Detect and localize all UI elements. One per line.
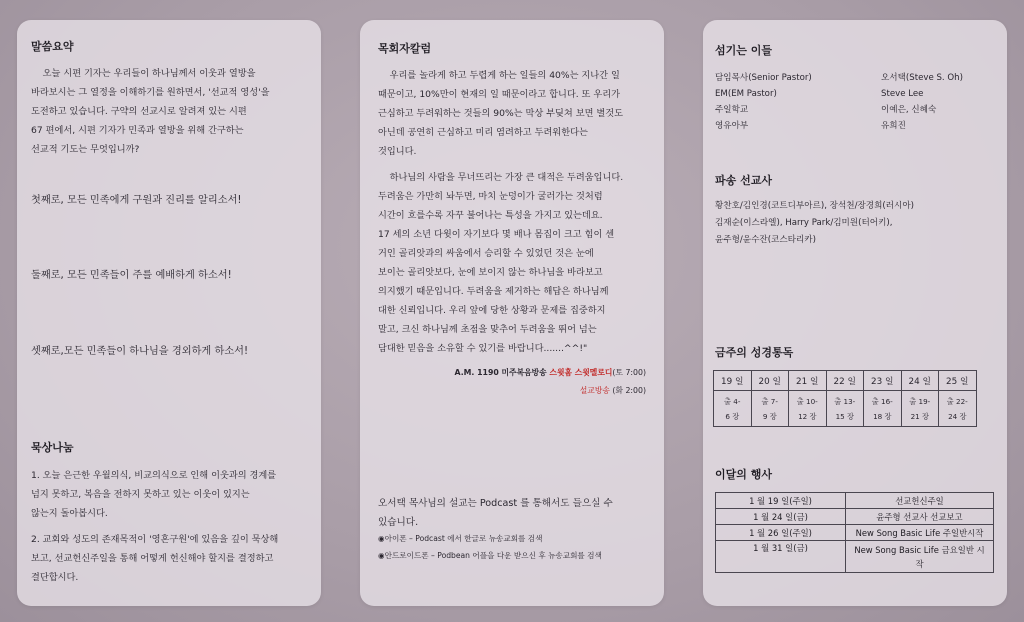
meditation-item-1 [31,466,313,523]
column-line: 보이는 골리앗보다, 눈에 보이지 않는 하나님을 바라보고 [378,267,603,278]
staff-role: 담임목사(Senior Pastor) [715,73,812,83]
bible-day: 22 일 [826,371,864,391]
podcast-line: 있습니다. [378,517,419,528]
column-line: 하나님의 사람을 무너뜨리는 가장 큰 대적은 두려움입니다. [378,172,624,183]
bible-day: 25 일 [939,371,977,391]
events-table [715,492,994,573]
bible-reading-cell [751,391,789,427]
event-date: 1 월 19 일(주일) [716,493,846,509]
events-title: 이달의 행사 [715,468,772,481]
bible-day: 21 일 [789,371,827,391]
reading-part: 출 4- [724,396,741,406]
sermon-intro-line: 바라보시는 그 열정을 이해하기를 원하면서, '선교적 영성'을 [31,87,270,98]
sermon-intro-line: 오늘 시편 기자는 우리들이 하나님께서 이웃과 열방을 [31,68,256,79]
column-paragraph-1 [378,66,652,161]
bible-reading-table [713,370,977,427]
missionaries-line: 윤주형/윤수잔(코스타리카) [715,235,816,245]
column-line: 17 세의 소년 다윗이 자기보다 몇 배나 몸집이 크고 힘이 센 [378,229,615,240]
bible-day: 24 일 [901,371,939,391]
church-info-panel [703,20,1007,606]
column-line: 두려움은 가만히 놔두면, 마치 눈덩이가 굴러가는 것처럼 [378,191,603,202]
staff-name: 이예은, 신혜숙 [881,105,937,115]
sermon-intro-line: 67 편에서, 시편 기자가 민족과 열방을 위해 간구하는 [31,125,244,136]
event-date: 1 월 26 일(주일) [716,525,846,541]
meditation-item-2 [31,530,313,587]
podcast-notice [378,494,654,532]
bible-reading-cell [826,391,864,427]
reading-part: 출 16- [871,396,893,406]
reading-part: 출 10- [796,396,818,406]
staff-role: 주일학교 [715,105,749,115]
bible-reading-cell [789,391,827,427]
column-line: 말고, 크신 하나님께 초점을 맞추어 두려움을 뛰어 넘는 [378,324,597,335]
reading-part: 18 장 [873,411,892,421]
column-line: 담대한 믿음을 소유할 수 있기를 바랍니다.......^^!" [378,343,588,354]
meditation-line: 1. 오늘 은근한 우월의식, 비교의식으로 인해 이웃과의 경계를 [31,470,277,481]
reading-part: 6 장 [725,411,740,421]
column-line: 시간이 흐를수록 자꾸 불어나는 특성을 가지고 있는데요. [378,210,603,221]
missionaries-line: 김재순(이스라엘), Harry Park/김미원(터어키), [715,218,893,228]
event-name: 선교헌신주일 [846,493,994,509]
radio-station: A.M. 1190 미주복음방송 [454,368,547,377]
event-date: 1 월 31 일(금) [716,541,846,573]
bible-day: 19 일 [714,371,752,391]
column-line: 의지했기 때문입니다. 두려움을 제거하는 해답은 하나님께 [378,286,609,297]
column-line: 거인 골리앗과의 싸움에서 승리할 수 있었던 것은 눈에 [378,248,594,259]
event-row [716,509,994,525]
reading-part: 12 장 [798,411,817,421]
meditation-line: 보고, 선교헌신주일을 통해 어떻게 헌신해야 할지를 결정하고 [31,553,274,564]
sermon-intro [31,64,313,159]
bible-reading-title: 금주의 성경통독 [715,346,794,359]
reading-part: 출 13- [834,396,856,406]
sermon-summary-title: 말씀요약 [31,40,74,53]
staff-name: Steve Lee [881,89,924,99]
sermon-intro-line: 도전하고 있습니다. 구약의 선교시로 알려져 있는 시편 [31,106,247,117]
staff-names [881,70,963,134]
column-line: 근심하고 두려워하는 것들의 90%는 막상 부딪쳐 보면 별것도 [378,108,623,119]
radio-broadcast-info [455,367,646,378]
bible-day: 20 일 [751,371,789,391]
bible-reading-cell [714,391,752,427]
sermon-point-2: 둘째로, 모든 민족들이 주를 예배하게 하소서! [31,270,232,281]
missionaries-list [715,198,995,249]
event-name: New Song Basic Life 주일반시작 [846,525,994,541]
bible-day: 23 일 [864,371,902,391]
servers-title: 섬기는 이들 [715,44,772,57]
reading-part: 15 장 [835,411,854,421]
podcast-line: 오서택 목사님의 설교는 Podcast 를 통해서도 들으실 수 [378,498,613,509]
column-line: 우리를 놀라게 하고 두렵게 하는 일들의 40%는 지나간 일 [378,70,620,81]
sermon-point-3: 셋째로,모든 민족들이 하나님을 경외하게 하소서! [31,346,249,357]
sermon-summary-panel [17,20,321,606]
column-paragraph-2 [378,168,652,358]
event-row [716,493,994,509]
sermon-intro-line: 선교적 기도는 무엇입니까? [31,144,140,155]
radio-program: 스윗홈 스윗멜로디 [549,368,613,377]
bible-days-row [714,371,977,391]
event-row [716,541,994,573]
column-line: 때문이고, 10%만이 현재의 일 때문이라고 합니다. 또 우리가 [378,89,620,100]
column-line: 아닌데 공연히 근심하고 미리 염려하고 두려워한다는 [378,127,588,138]
missionaries-line: 황찬호/김인경(코트디부아르), 장석천/장경희(러시아) [715,201,914,211]
meditation-line: 결단합시다. [31,572,79,583]
event-name: 윤주형 선교사 선교보고 [846,509,994,525]
meditation-line: 않는지 돌아봅시다. [31,508,108,519]
bible-readings-row [714,391,977,427]
sermon-point-1: 첫째로, 모든 민족에게 구원과 진리를 알리소서! [31,195,242,206]
reading-part: 9 장 [762,411,777,421]
iphone-podcast-instruction: ◉아이폰 – Podcast 에서 한글로 뉴송교회를 검색 [378,534,543,543]
sermon-broadcast-info [580,385,646,396]
pastor-column-title: 목회자칼럼 [378,42,432,55]
bible-reading-cell [901,391,939,427]
meditation-line: 2. 교회와 성도의 존재목적이 '영혼구원'에 있음을 깊이 묵상해 [31,534,279,545]
bible-reading-cell [864,391,902,427]
reading-part: 출 19- [909,396,931,406]
reading-part: 21 장 [910,411,929,421]
reading-part: 출 22- [946,396,968,406]
reading-part: 출 7- [761,396,778,406]
meditation-line: 넘지 못하고, 복음을 전하지 못하고 있는 이웃이 있지는 [31,489,250,500]
staff-name: 오서택(Steve S. Oh) [881,73,963,83]
staff-name: 유희진 [881,121,906,131]
android-podcast-instruction: ◉안드로이드폰 – Podbean 어플을 다운 받으신 후 뉴송교회를 검색 [378,551,602,560]
staff-role: 영유아부 [715,121,749,131]
radio-time: (토 7:00) [612,368,646,377]
staff-role: EM(EM Pastor) [715,89,777,99]
column-line: 것입니다. [378,146,417,157]
event-date: 1 월 24 일(금) [716,509,846,525]
bible-reading-cell [939,391,977,427]
staff-roles [715,70,812,134]
missionaries-title: 파송 선교사 [715,174,772,187]
meditation-title: 묵상나눔 [31,441,74,454]
event-row [716,525,994,541]
event-name: New Song Basic Life 금요일반 시작 [846,541,994,573]
column-line: 대한 신뢰입니다. 우리 앞에 당한 상황과 문제를 집중하지 [378,305,606,316]
sermon-broadcast-program: 설교방송 [579,386,610,395]
pastor-column-panel [360,20,664,606]
reading-part: 24 장 [948,411,967,421]
sermon-broadcast-time: (화 2:00) [612,386,646,395]
